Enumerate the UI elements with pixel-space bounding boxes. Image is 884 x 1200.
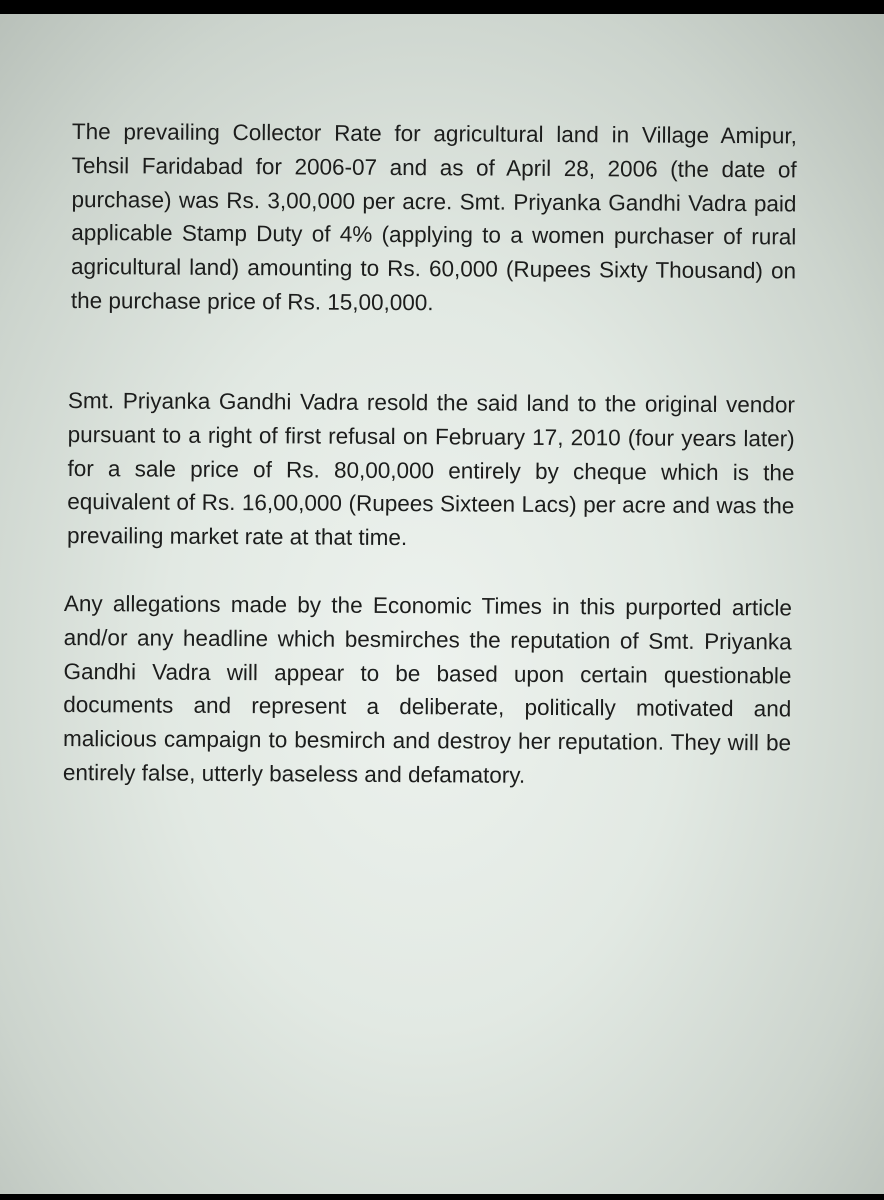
paragraph-resale: Smt. Priyanka Gandhi Vadra resold the said land to the original vendor pursuant to a right of first refusal on February 17, 2010 (four years later) for a sale price of Rs. 80,00,000 entirely by cheque which is the equivalent of Rs. 16,00,000 (Rupees Sixteen Lacs) per acre and was the prevailing market rate at that time. (66, 387, 795, 551)
document-page (0, 14, 884, 1194)
paragraph-collector-rate: The prevailing Collector Rate for agricultural land in Village Amipur, Tehsil Faridabad for 2006-07 and as of April 28, 2006 (the date of purchase) was Rs. 3,00,000 per acre. Smt. Priyanka Gandhi Vadra paid applicable Stamp Duty of 4% (applying to a women purchaser of rural agricultural land) amounting to Rs. 60,000 (Rupees Sixty Thousand) on the purchase price of Rs. 15,00,000. (70, 118, 797, 316)
paragraph-allegations: Any allegations made by the Economic Times in this purported article and/or any headline which besmirches the reputation of Smt. Priyanka Gandhi Vadra will appear to be based upon certain questionable documents and represent a deliberate, politically motivated and malicious campaign to besmirch and destroy her reputation. They will be entirely false, utterly baseless and defamatory. (62, 590, 792, 788)
